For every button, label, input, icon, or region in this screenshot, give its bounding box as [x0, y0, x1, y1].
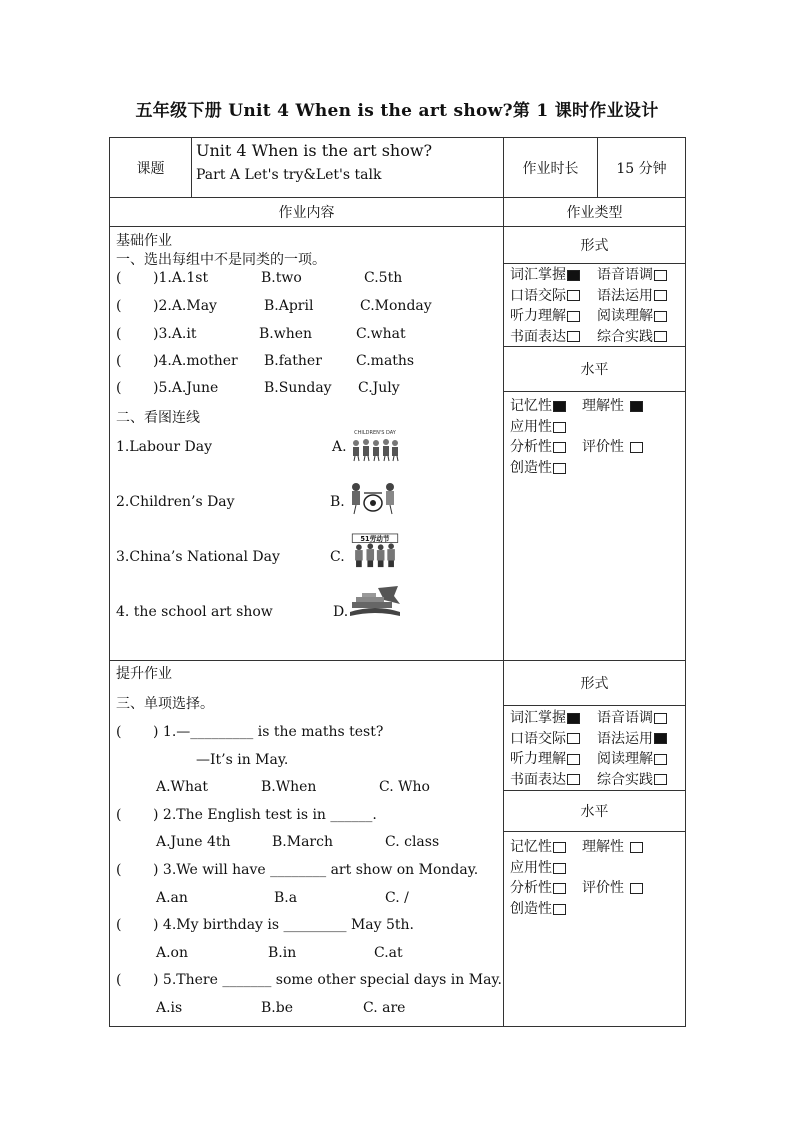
mc3-paren: (: [116, 862, 122, 878]
q4-b: B.father: [264, 353, 322, 369]
q5-c: C.July: [358, 380, 400, 396]
mc5-question: ) 5.There _______ some other special days in May.: [153, 972, 502, 988]
option-3: [510, 285, 580, 305]
option-8: [597, 326, 667, 346]
part-title: Part A Let's try&Let's talk: [196, 167, 382, 183]
match-letter-a: A.: [332, 439, 347, 455]
checkbox-icon[interactable]: [654, 270, 667, 281]
checkbox-icon[interactable]: [654, 290, 667, 301]
mc2-question: ) 2.The English test is in ______.: [153, 807, 377, 823]
option-label: 词汇掌握: [510, 710, 566, 726]
mc5-option-a: A.is: [156, 1000, 183, 1016]
checkbox-icon[interactable]: [553, 422, 566, 433]
duration-value: 15 分钟: [616, 160, 667, 177]
checkbox-icon[interactable]: [567, 331, 580, 342]
option-3: [510, 728, 580, 748]
level-label: 理解性: [582, 398, 624, 414]
picture-c-caption: 51劳动节: [360, 535, 390, 544]
advanced-type-cell: [504, 661, 686, 1027]
checked-box-icon[interactable]: [654, 733, 667, 744]
checkbox-icon[interactable]: [553, 442, 566, 453]
option-label: 听力理解: [510, 308, 566, 324]
basic-level-options: [504, 392, 685, 512]
mc5-paren: (: [116, 972, 122, 988]
mc1-question: ) 1.—_________ is the maths test?: [153, 724, 384, 740]
advanced-form-header: [504, 661, 685, 706]
match-item-1: 1.Labour Day: [116, 439, 213, 455]
childrens-day-picture: [348, 427, 402, 463]
q3-b: B.when: [259, 326, 313, 342]
q1-b: B.two: [261, 270, 302, 286]
checked-box-icon[interactable]: [630, 401, 643, 412]
option-4: [597, 728, 667, 748]
checkbox-icon[interactable]: [654, 754, 667, 765]
mc2-option-c: C. class: [385, 834, 440, 850]
content-header: [110, 198, 504, 227]
basic-level-header: [504, 347, 685, 392]
option-label: 词汇掌握: [510, 267, 566, 283]
checkbox-icon[interactable]: [567, 754, 580, 765]
checkbox-icon[interactable]: [654, 311, 667, 322]
level-label: 应用性: [510, 419, 552, 435]
match-item-4: 4. the school art show: [116, 604, 273, 620]
option-2: [597, 264, 667, 284]
q1-paren: (: [116, 270, 122, 286]
picture-a-caption: CHILDREN'S DAY: [354, 430, 396, 436]
match-item-2: 2.Children’s Day: [116, 494, 235, 510]
checkbox-icon[interactable]: [553, 463, 566, 474]
mc2-option-a: A.June 4th: [156, 834, 231, 850]
level-label: 应用性: [510, 860, 552, 876]
level-label: 记忆性: [510, 398, 552, 414]
q5-paren: (: [116, 380, 122, 396]
level-label: 分析性: [510, 880, 552, 896]
checkbox-icon[interactable]: [567, 311, 580, 322]
basic-type-cell: [504, 227, 686, 661]
level-label: 创造性: [510, 901, 552, 917]
option-2: [597, 707, 667, 727]
level-label: 记忆性: [510, 839, 552, 855]
level-option-3: [510, 857, 566, 877]
checkbox-icon[interactable]: [654, 713, 667, 724]
level-option-2: [582, 836, 643, 856]
option-label: 综合实践: [597, 771, 653, 788]
mc5-option-c: C. are: [363, 1000, 406, 1016]
duration-label-cell: [504, 138, 598, 198]
level-option-4: [510, 877, 566, 897]
type-header: [504, 198, 686, 227]
q2-a: )2.A.May: [153, 298, 217, 314]
option-label: 语音语调: [597, 267, 653, 283]
option-7: [510, 769, 580, 789]
art-show-picture: [346, 479, 400, 515]
level-label: 评价性: [582, 880, 624, 896]
level-option-1: [510, 836, 566, 856]
option-label: 书面表达: [510, 771, 566, 788]
option-label: 阅读理解: [597, 751, 653, 767]
mc4-option-c: C.at: [374, 945, 403, 961]
section1-title: 一、选出每组中不是同类的一项。: [116, 252, 326, 268]
checkbox-icon[interactable]: [630, 842, 643, 853]
option-7: [510, 326, 580, 346]
checkbox-icon[interactable]: [630, 442, 643, 453]
content-label: 作业内容: [278, 205, 335, 221]
level-label: 评价性: [582, 439, 624, 455]
mc3-option-b: B.a: [274, 890, 298, 906]
advanced-level-header: [504, 791, 685, 832]
mc3-question: ) 3.We will have ________ art show on Monday.: [153, 862, 479, 878]
level-option-5: [582, 436, 643, 456]
mc1-paren: (: [116, 724, 122, 740]
level-option-1: [510, 395, 566, 415]
mc1-answer-line: —It’s in May.: [196, 752, 289, 768]
basic-form-label: 形式: [580, 238, 609, 254]
checkbox-icon[interactable]: [567, 774, 580, 785]
option-8: [597, 769, 667, 789]
option-label: 语音语调: [597, 710, 653, 726]
mc4-paren: (: [116, 917, 122, 933]
option-1: [510, 264, 580, 284]
checkbox-icon[interactable]: [553, 904, 566, 915]
mc1-option-b: B.When: [261, 779, 317, 795]
q1-c: C.5th: [364, 270, 403, 286]
mc4-option-b: B.in: [268, 945, 297, 961]
checkbox-icon[interactable]: [630, 883, 643, 894]
checkbox-icon[interactable]: [654, 331, 667, 342]
level-option-5: [582, 877, 643, 897]
advanced-level-options: [504, 832, 685, 982]
section2-title: 二、看图连线: [116, 410, 200, 426]
checked-box-icon[interactable]: [567, 270, 580, 281]
duration-label: 作业时长: [522, 160, 579, 177]
q3-a: )3.A.it: [153, 326, 197, 342]
advanced-heading: 提升作业: [116, 666, 172, 682]
match-letter-c: C.: [330, 549, 345, 565]
q3-paren: (: [116, 326, 122, 342]
section3-title: 三、单项选择。: [116, 696, 214, 712]
mc3-option-a: A.an: [156, 890, 188, 906]
option-label: 阅读理解: [597, 308, 653, 324]
level-option-4: [510, 436, 566, 456]
checkbox-icon[interactable]: [553, 842, 566, 853]
mc1-option-c: C. Who: [379, 779, 430, 795]
level-option-3: [510, 416, 566, 436]
q5-a: )5.A.June: [153, 380, 219, 396]
option-5: [510, 748, 580, 768]
topic-label: 课题: [136, 160, 165, 177]
option-label: 语法运用: [597, 287, 653, 304]
type-label: 作业类型: [566, 205, 623, 221]
level-label: 分析性: [510, 439, 552, 455]
level-option-2: [582, 395, 643, 415]
mc3-option-c: C. /: [385, 890, 409, 906]
basic-content-cell: [110, 227, 504, 661]
advanced-content-cell: [110, 661, 504, 1027]
unit-title: Unit 4 When is the art show?: [196, 141, 433, 160]
match-letter-b: B.: [330, 494, 345, 510]
option-1: [510, 707, 580, 727]
homework-table: [109, 137, 686, 1027]
q4-paren: (: [116, 353, 122, 369]
option-label: 综合实践: [597, 328, 653, 345]
q4-c: C.maths: [356, 353, 415, 369]
advanced-level-label: 水平: [580, 804, 609, 820]
level-option-6: [510, 898, 566, 918]
mc4-option-a: A.on: [156, 945, 189, 961]
basic-heading: 基础作业: [116, 233, 172, 249]
q2-c: C.Monday: [360, 298, 432, 314]
checkbox-icon[interactable]: [553, 863, 566, 874]
mc2-option-b: B.March: [272, 834, 333, 850]
basic-level-label: 水平: [580, 362, 609, 378]
duration-value-cell: [598, 138, 686, 198]
checkbox-icon[interactable]: [654, 774, 667, 785]
mc1-option-a: A.What: [156, 779, 208, 795]
q5-b: B.Sunday: [264, 380, 332, 396]
level-label: 理解性: [582, 839, 624, 855]
checkbox-icon[interactable]: [567, 290, 580, 301]
q4-a: )4.A.mother: [153, 353, 238, 369]
mc4-question: ) 4.My birthday is _________ May 5th.: [153, 917, 415, 933]
q1-a: )1.A.1st: [153, 270, 209, 286]
advanced-form-label: 形式: [580, 676, 609, 692]
q2-b: B.April: [264, 298, 314, 314]
page-title: 五年级下册 Unit 4 When is the art show?第 1 课时作业设计: [135, 101, 659, 121]
topic-label-cell: [110, 138, 192, 198]
advanced-form-options: [504, 706, 685, 791]
mc2-paren: (: [116, 807, 122, 823]
checkbox-icon[interactable]: [567, 733, 580, 744]
topic-value-cell: [192, 138, 504, 198]
option-label: 书面表达: [510, 328, 566, 345]
match-letter-d: D.: [333, 604, 349, 620]
national-day-picture: [348, 584, 402, 620]
option-6: [597, 305, 667, 325]
level-option-6: [510, 457, 566, 477]
checked-box-icon[interactable]: [553, 401, 566, 412]
checked-box-icon[interactable]: [567, 713, 580, 724]
option-label: 语法运用: [597, 730, 653, 747]
option-label: 口语交际: [510, 730, 566, 747]
basic-form-options: [504, 264, 685, 347]
level-label: 创造性: [510, 460, 552, 476]
option-4: [597, 285, 667, 305]
option-label: 口语交际: [510, 287, 566, 304]
match-item-3: 3.China’s National Day: [116, 549, 280, 565]
mc5-option-b: B.be: [261, 1000, 293, 1016]
option-label: 听力理解: [510, 751, 566, 767]
option-5: [510, 305, 580, 325]
labour-day-picture: [348, 533, 402, 569]
checkbox-icon[interactable]: [553, 883, 566, 894]
option-6: [597, 748, 667, 768]
q3-c: C.what: [356, 326, 406, 342]
q2-paren: (: [116, 298, 122, 314]
basic-form-header: [504, 227, 685, 264]
